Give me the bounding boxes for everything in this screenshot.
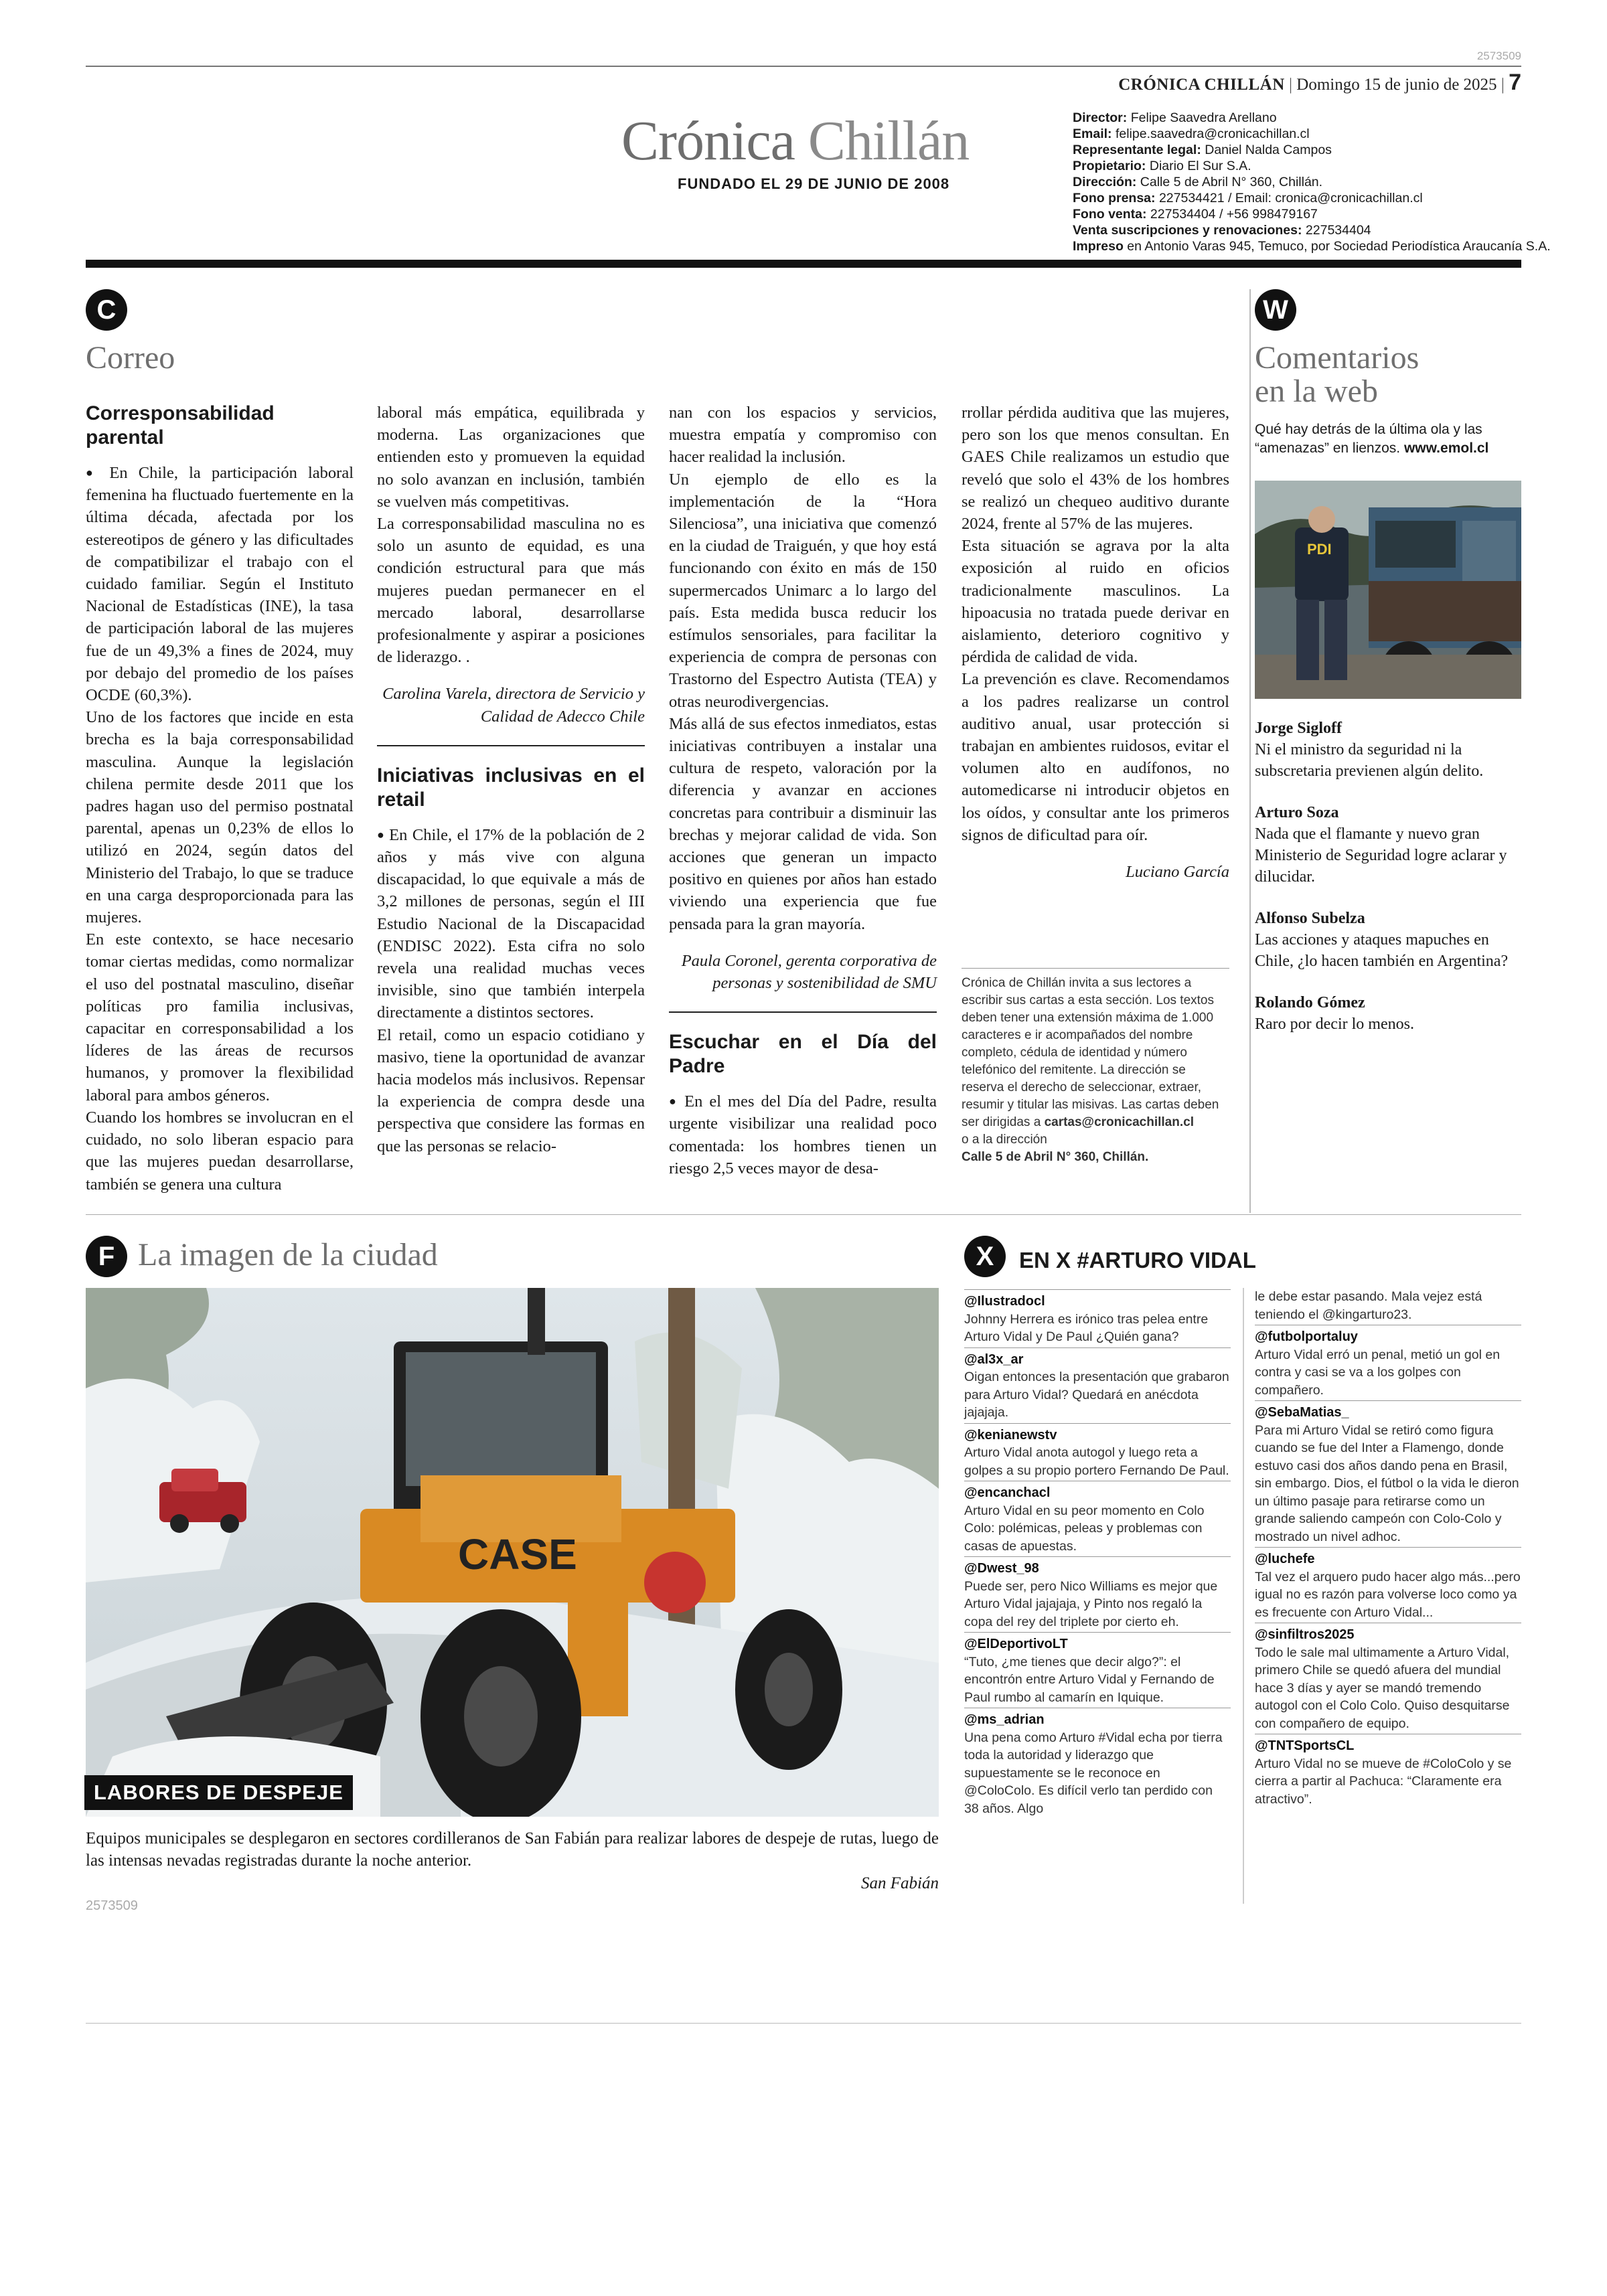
x-post-handle[interactable]: @Dwest_98 [964, 1556, 1231, 1578]
masthead-info-line [1073, 206, 1501, 222]
x-post-text: Tal vez el arquero pudo hacer algo más...pero igual no es razón para volverse loco como ya es frecuente con Arturo Vidal... [1255, 1569, 1521, 1620]
x-post-handle[interactable]: @ms_adrian [964, 1708, 1231, 1729]
letters-note [962, 975, 1229, 1166]
paragraph: rrollar pérdida auditiva que las mujeres, pero son los que menos consultan. En GAES Chile realizamos un estudio que reveló que solo el 43% de los hombres se realizó un chequeo auditivo durante 2024, frente al 57% de las mujeres. [962, 404, 1229, 534]
web-comment [1255, 908, 1521, 972]
paragraph: ● En Chile, el 17% de la población de 2 años y más vive con alguna discapacidad, lo que equivale a más de 3,2 millones de personas, según el III Estudio Nacional de la Discapacidad (ENDISC 2022). Esta cifra no solo revela una realidad muchas veces invisible, sino que también interpela directamente a distintos sectores. [377, 824, 645, 1024]
paragraph: Más allá de sus efectos inmediatos, estas iniciativas contribuyen a instalar una cultura de respeto, valoración por la diferencia y avanzar en acciones concretas para contribuir a disminuir las brechas y mejorar calidad de vida. Son acciones que generan un impacto positivo en quienes por años han estado viviendo una experiencia que fue pensada para la gran mayoría. [669, 714, 937, 933]
article2-heading: Iniciativas inclusivas en el retail [377, 764, 645, 811]
masthead-info-label: Email: [1073, 127, 1112, 141]
x-post-handle[interactable]: @SebaMatias_ [1255, 1400, 1521, 1422]
correo-badge: C [86, 289, 127, 331]
web-comment-text: Nada que el flamante y nuevo gran Ministerio de Seguridad logre aclarar y dilucidar. [1255, 825, 1507, 886]
x-post-handle[interactable]: @TNTSportsCL [1255, 1734, 1521, 1755]
masthead-logo [621, 108, 969, 173]
masthead-info-value: felipe.saavedra@cronicachillan.cl [1115, 127, 1310, 141]
article1-signature: Carolina Varela, directora de Servicio y Calidad de Adecco Chile [382, 685, 645, 726]
web-comment [1255, 802, 1521, 888]
masthead-info [1073, 110, 1551, 254]
doc-id-top: 2573509 [1476, 50, 1521, 62]
x-post-text: Todo le sale mal ultimamente a Arturo Vidal, primero Chile se quedó afuera del mundial hace 3 días y ayer se mandó tremendo autogol con el Colo Colo. Quiso desquitarse con compañero de equipo. [1255, 1645, 1510, 1731]
burned-truck-image [1255, 481, 1521, 699]
masthead-name-a: Crónica [621, 110, 795, 172]
masthead-info-label: Dirección: [1073, 175, 1137, 189]
masthead-info-line [1073, 222, 1501, 238]
letters-or: o a la dirección [962, 1133, 1047, 1147]
snow-grader-photo [86, 1288, 939, 1817]
masthead-info-value: Diario El Sur S.A. [1149, 159, 1251, 173]
header-thick-rule [86, 260, 1521, 268]
correo-title: Correo [86, 340, 175, 376]
paragraph: laboral más empática, equilibrada y moderna. Las organizaciones que entienden esto y promueven la equidad no solo avanzan en inclusión, también se vuelven más competitivas. [377, 404, 645, 511]
article3-signature: Luciano García [1126, 863, 1229, 882]
x-feed-column-1 [964, 1288, 1231, 1817]
masthead-info-line [1073, 142, 1501, 158]
masthead-info-label: Fono prensa: [1073, 191, 1156, 206]
imagen-title: La imagen de la ciudad [138, 1237, 438, 1273]
x-post-text: Para mi Arturo Vidal se retiró como figura cuando se fue del Inter a Flamengo, donde estuvo casi dos años dando pena en Brasil, sin embargo. Dios, el fútbol o la vida le dieron un último pasaje para retirarse como un grande saliendo campeón con Colo-Colo y mostrado un nivel adhoc. [1255, 1422, 1519, 1544]
masthead-info-line [1073, 174, 1501, 190]
x-post-handle[interactable]: @kenianewstv [964, 1423, 1231, 1445]
web-comment [1255, 992, 1521, 1035]
article1-body-a [86, 462, 354, 1196]
web-comment-text: Ni el ministro da seguridad ni la subscretaria previenen algún delito. [1255, 741, 1484, 780]
web-title-a: Comentarios [1255, 340, 1420, 376]
masthead-info-label: Venta suscripciones y renovaciones: [1073, 223, 1302, 238]
top-rule [86, 66, 1521, 67]
masthead-info-value: Felipe Saavedra Arellano [1130, 110, 1277, 125]
separator [377, 745, 645, 746]
x-post-text: Oigan entonces la presentación que grabaron para Arturo Vidal? Quedará en anécdota jajajaja. [964, 1370, 1229, 1420]
masthead-info-value: Calle 5 de Abril N° 360, Chillán. [1140, 175, 1323, 189]
x-post-text: “Tuto, ¿me tienes que decir algo?”: el encontrón entre Arturo Vidal y Fernando de Paul rumbo al camarín en Iquique. [964, 1654, 1215, 1705]
web-comment-author: Alfonso Subelza [1255, 910, 1365, 927]
web-lead [1255, 420, 1523, 458]
doc-id-bottom: 2573509 [86, 1898, 138, 1913]
masthead-info-value: en Antonio Varas 945, Temuco, por Sociedad Periodística Araucanía S.A. [1127, 239, 1551, 254]
paragraph: Un ejemplo de ello es la implementación de la “Hora Silenciosa”, una iniciativa que comenzó en la ciudad de Traiguén, y que hoy está funcionando con éxito en más de 150 supermercados Unimarc a lo largo del país. Esta medida busca reducir los estímulos sensoriales, para facilitar la experiencia de compra de personas con Trastorno del Espectro Autista (TEA) y otras neurodivergencias. [669, 470, 937, 711]
x-badge: X [964, 1236, 1006, 1277]
web-lead-text: Qué hay detrás de la última ola y las “amenazas” en lienzos. [1255, 422, 1482, 456]
article3-body-b [962, 402, 1229, 846]
masthead-info-label: Director: [1073, 110, 1128, 125]
bottom-rule [86, 2023, 1521, 2024]
paragraph: La prevención es clave. Recomendamos a los padres realizarse un control auditivo anual, usar protección si trabajan en ambientes ruidosos, evitar el volumen alto en audífonos, no automedicarse ni introducir objetos en los oídos, y consultar ante los primeros signos de dificultad para oír. [962, 670, 1229, 844]
x-post-handle[interactable]: @futbolportaluy [1255, 1325, 1521, 1346]
masthead-info-line [1073, 126, 1501, 142]
note-rule [962, 968, 1229, 969]
web-title [1255, 341, 1419, 408]
x-feed-column-2 [1255, 1288, 1521, 1808]
x-post-handle[interactable]: @ElDeportivoLT [964, 1632, 1231, 1653]
paragraph: Cuando los hombres se involucran en el cuidado, no solo liberan espacio para que las mujeres puedan desarrollarse, también se genera una cultura [86, 1108, 354, 1194]
masthead-info-label: Impreso [1073, 239, 1124, 254]
masthead-info-label: Fono venta: [1073, 207, 1147, 222]
x-post-handle[interactable]: @sinfiltros2025 [1255, 1623, 1521, 1644]
letters-note-text: Crónica de Chillán invita a sus lectores a escribir sus cartas a esta sección. Los textos deben tener una extensión máxima de 1.000 caracteres e ir acompañados del nombre completo, cédula de identidad y número telefónico del remitente. La dirección se reserva el derecho de seleccionar, extraer, resumir y titular las misivas. Las cartas deben ser dirigidas a [962, 976, 1219, 1129]
correo-column-3 [669, 402, 937, 1179]
folio-date: Domingo 15 de junio de 2025 [1296, 76, 1497, 94]
x-post-text: Arturo Vidal anota autogol y luego reta a golpes a su propio portero Fernando De Paul. [964, 1445, 1229, 1478]
grader-brand: CASE [458, 1530, 577, 1578]
web-comment-author: Arturo Soza [1255, 804, 1339, 821]
mid-rule [86, 1214, 1521, 1215]
x-post-text: Puede ser, pero Nico Williams es mejor que Arturo Vidal jajajaja, y Pinto nos regaló la copa del rey del triplete por cierto eh. [964, 1578, 1218, 1629]
letters-address: Calle 5 de Abril N° 360, Chillán. [962, 1150, 1149, 1164]
web-comments-list [1255, 718, 1521, 1055]
x-post-text: Arturo Vidal en su peor momento en Colo Colo: polémicas, peleas y problemas con casas de apuestas. [964, 1503, 1205, 1554]
web-photo [1255, 481, 1521, 699]
page-number: 7 [1509, 70, 1521, 95]
x-post-handle[interactable]: @luchefe [1255, 1547, 1521, 1568]
masthead-info-line [1073, 110, 1501, 126]
masthead-info-value: 227534421 / Email: cronica@cronicachillan.cl [1158, 191, 1423, 206]
web-badge: W [1255, 289, 1296, 331]
web-divider [1249, 289, 1251, 1213]
correo-column-1 [86, 402, 354, 1196]
web-comment-author: Jorge Sigloff [1255, 720, 1342, 737]
x-post-text: Una pena como Arturo #Vidal echa por tierra toda la autoridad y liderazgo que supuestamente se le reconoce en @ColoColo. Es difícil verlo tan perdido con 38 años. Algo [964, 1730, 1223, 1816]
folio-line: CRÓNICA CHILLÁN | Domingo 15 de junio de 2025 | 7 [1118, 70, 1521, 95]
paragraph: ● En el mes del Día del Padre, resulta urgente visibilizar una realidad poco comentada: los hombres tienen un riesgo 2,5 veces mayor de desa- [669, 1090, 937, 1179]
article3-heading: Escuchar en el Día del Padre [669, 1031, 937, 1078]
x-post-continued: le debe estar pasando. Mala vejez está teniendo el @kingarturo23. [1255, 1289, 1482, 1322]
paragraph: El retail, como un espacio cotidiano y masivo, tiene la oportunidad de avanzar hacia modelos más inclusivos. Repensar la experiencia de compra desde una perspectiva que considere las formas en que las personas se relacio- [377, 1026, 645, 1155]
photo-caption: Equipos municipales se desplegaron en sectores cordilleranos de San Fabián para realizar labores de despeje de rutas, luego de las intensas nevadas registradas durante la noche anterior. [86, 1829, 939, 1870]
masthead-founded: FUNDADO EL 29 DE JUNIO DE 2008 [678, 175, 950, 192]
x-post-handle[interactable]: @al3x_ar [964, 1347, 1231, 1369]
masthead-info-value: 227534404 [1305, 223, 1371, 238]
paragraph: ● En Chile, la participación laboral femenina ha fluctuado fuertemente en la última década, afectada por los estereotipos de género y las dificultades de compatibilizar el trabajo con el cuidado familiar. Según el Instituto Nacional de Estadísticas (INE), la tasa de participación laboral de las mujeres fue de un 49,3% a fines de 2024, muy por debajo del promedio de los países OCDE (60,3%). [86, 462, 354, 706]
x-post-text: Arturo Vidal erró un penal, metió un gol en contra y casi se va a los golpes con compañero. [1255, 1347, 1501, 1398]
x-post-text: Arturo Vidal no se mueve de #ColoColo y se cierra a partir al Pachuca: “Claramente era atractivo”. [1255, 1756, 1512, 1807]
separator [669, 1011, 937, 1013]
web-comment-text: Raro por decir lo menos. [1255, 1015, 1414, 1033]
masthead-info-line [1073, 238, 1551, 254]
folio-name: CRÓNICA CHILLÁN [1118, 76, 1285, 94]
web-comment-author: Rolando Gómez [1255, 994, 1365, 1011]
article2-body-a [377, 824, 645, 1157]
x-title: EN X #ARTURO VIDAL [1019, 1248, 1256, 1273]
paragraph: nan con los espacios y servicios, muestra empatía y compromiso con hacer realidad la inclusión. [669, 404, 937, 467]
article1-body-b [377, 402, 645, 668]
imagen-badge: F [86, 1236, 127, 1277]
web-title-b: en la web [1255, 374, 1378, 409]
article2-signature: Paula Coronel, gerenta corporativa de personas y sostenibilidad de SMU [681, 951, 937, 993]
masthead-info-value: Daniel Nalda Campos [1205, 143, 1332, 157]
masthead-info-label: Propietario: [1073, 159, 1146, 173]
road-grader-image [86, 1288, 939, 1817]
photo-credit: San Fabián [861, 1874, 939, 1892]
web-source-link[interactable]: www.emol.cl [1403, 440, 1489, 456]
masthead-info-line [1073, 158, 1501, 174]
paragraph: La corresponsabilidad masculina no es solo un asunto de equidad, es una condición estructural para que más mujeres puedan permanecer en el mercado laboral, desarrollarse profesionalmente y aspirar a posiciones de liderazgo. . [377, 515, 645, 667]
x-divider [1243, 1288, 1244, 1904]
pdi-vest-text: PDI [1307, 541, 1332, 558]
article1-heading: Corresponsabilidad parental [86, 402, 275, 448]
article3-body-a [669, 1090, 937, 1179]
masthead-info-line [1073, 190, 1501, 206]
web-comment-text: Las acciones y ataques mapuches en Chile, ¿lo hacen también en Argentina? [1255, 931, 1509, 970]
letters-email[interactable]: cartas@cronicachillan.cl [1044, 1115, 1194, 1129]
article2-body-b [669, 402, 937, 935]
paragraph: En este contexto, se hace necesario tomar ciertas medidas, como normalizar el uso del postnatal masculino, diseñar políticas pro familia inclusivas, capacitar en corresponsabilidad a los líderes de las áreas de recursos humanos, y promover la flexibilidad laboral para ambos géneros. [86, 930, 354, 1104]
correo-column-2 [377, 402, 645, 1157]
masthead-info-value: 227534404 / +56 998479167 [1150, 207, 1318, 222]
photo-tag: LABORES DE DESPEJE [84, 1775, 353, 1810]
masthead-info-label: Representante legal: [1073, 143, 1201, 157]
masthead-name-b: Chillán [808, 110, 970, 172]
paragraph: Uno de los factores que incide en esta brecha es la baja corresponsabilidad masculina. Aunque la legislación chilena permite desde 2011 que los padres hagan uso del permiso postnatal parental, apenas un 0,23% de ellos lo utilizó en 2024, según datos del Ministerio del Trabajo, lo que se traduce en una carga desproporcionada para las mujeres. [86, 708, 354, 927]
x-post-text: Johnny Herrera es irónico tras pelea entre Arturo Vidal y De Paul ¿Quién gana? [964, 1311, 1209, 1344]
paragraph: Esta situación se agrava por la alta exposición al ruido en oficios tradicionalmente masculinos. La hipoacusia no tratada puede derivar en aislamiento, deterioro cognitivo y pérdida de calidad de vida. [962, 537, 1229, 667]
x-post-handle[interactable]: @Ilustradocl [964, 1289, 1231, 1311]
correo-column-4 [962, 402, 1229, 883]
x-post-handle[interactable]: @encanchacl [964, 1481, 1231, 1502]
web-comment [1255, 718, 1521, 782]
